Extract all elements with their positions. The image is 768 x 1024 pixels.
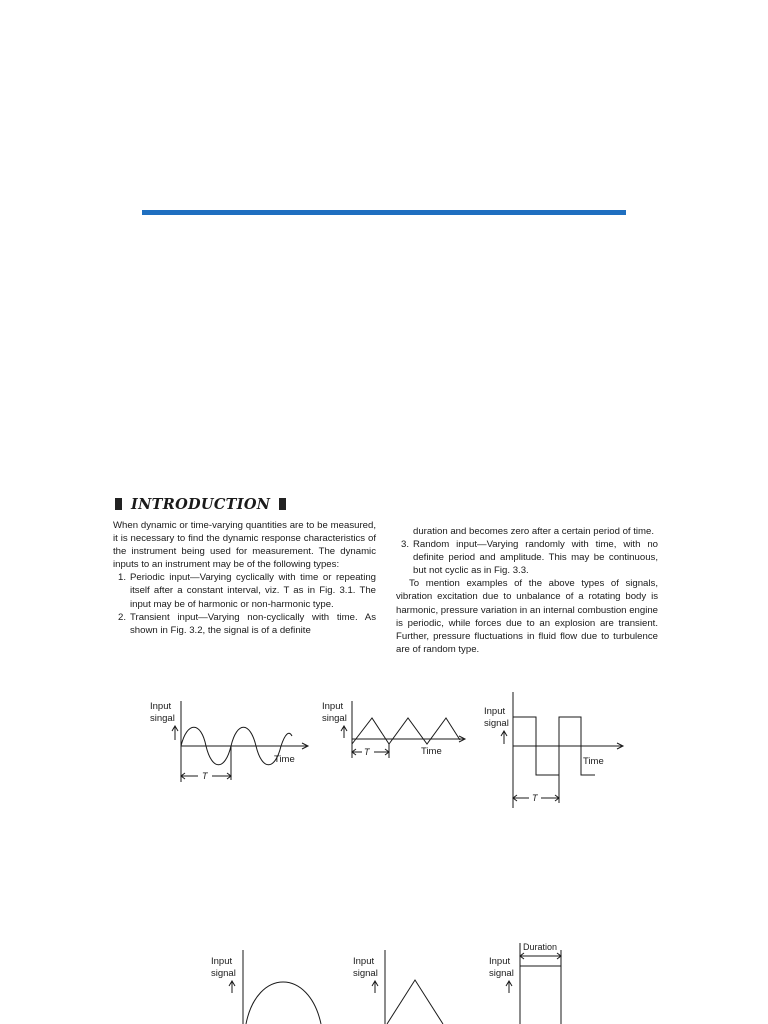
figure-triangle-wave [320, 696, 470, 766]
axis-label-signal: signal [484, 718, 509, 729]
axis-label-signal: singal [322, 713, 347, 724]
continuation-text: duration and becomes zero after a certain period of time. [413, 526, 655, 537]
triangle-curve [352, 718, 460, 744]
figure-triangular-pulse [345, 948, 455, 1024]
list-text: Periodic input—Varying cyclically with time or repeating itself after a constant interval, viz. T as in Fig. 3.1. The input may be of harmonic or non-harmonic type. [130, 572, 376, 610]
list-number: 3. [400, 539, 409, 551]
period-label: T [364, 747, 370, 757]
figure-rectangular-pulse [485, 938, 585, 1024]
axis-label-time: Time [274, 754, 295, 765]
period-label: T [202, 771, 208, 781]
header-rule [142, 210, 626, 215]
axis-label-signal: singal [150, 713, 175, 724]
list-item-3 [396, 538, 658, 577]
heading-square-right [279, 498, 286, 510]
axis-label-input: Input [353, 956, 375, 967]
axis-label-input: Input [484, 706, 506, 717]
list-number: 1. [117, 572, 126, 584]
axis-label-signal: signal [353, 968, 378, 979]
half-sine-curve [246, 982, 321, 1024]
figure-sine-wave [140, 696, 320, 786]
list-item-1 [113, 571, 376, 610]
axis-label-time: Time [421, 746, 442, 757]
list-text: Random input—Varying randomly with time, with no definite period and amplitude. This may be continuous, but not cyclic as in Fig. 3.3. [413, 539, 658, 577]
axis-label-input: Input [150, 701, 172, 712]
period-label: T [532, 793, 538, 803]
list-number: 2. [117, 611, 126, 623]
duration-label: Duration [523, 942, 558, 952]
section-heading [115, 494, 286, 514]
rectangular-pulse-curve [520, 966, 561, 1024]
examples-paragraph: To mention examples of the above types of signals, vibration excitation due to unbalance of a rotating body is harmonic, pressure variation in an internal combustion engine is periodic, while forces due to an explosion are transient. Further, pressure fluctuations in fluid flow due to turbulence are of random type. [396, 578, 658, 655]
list-text: Transient input—Varying non-cyclically with time. As shown in Fig. 3.2, the signal is of a definite [130, 611, 376, 636]
triangle-pulse-curve [387, 980, 443, 1024]
right-column [396, 525, 658, 656]
axis-label-signal: signal [489, 968, 514, 979]
axis-label-input: Input [322, 701, 344, 712]
axis-label-signal: signal [211, 968, 236, 979]
figure-square-wave [480, 690, 630, 810]
heading-square-left [115, 498, 122, 510]
figure-half-sine-pulse [205, 948, 335, 1024]
axis-label-time: Time [583, 756, 604, 767]
axis-label-input: Input [489, 956, 511, 967]
left-column [113, 519, 376, 637]
list-item-2 [113, 611, 376, 637]
heading-text: INTRODUCTION [131, 495, 271, 513]
intro-paragraph: When dynamic or time-varying quantities are to be measured, it is necessary to find the dynamic response characteristics of the instrument being used for measurement. The dynamic inputs to an instrument may be of the following types: [113, 520, 376, 571]
axis-label-input: Input [211, 956, 233, 967]
